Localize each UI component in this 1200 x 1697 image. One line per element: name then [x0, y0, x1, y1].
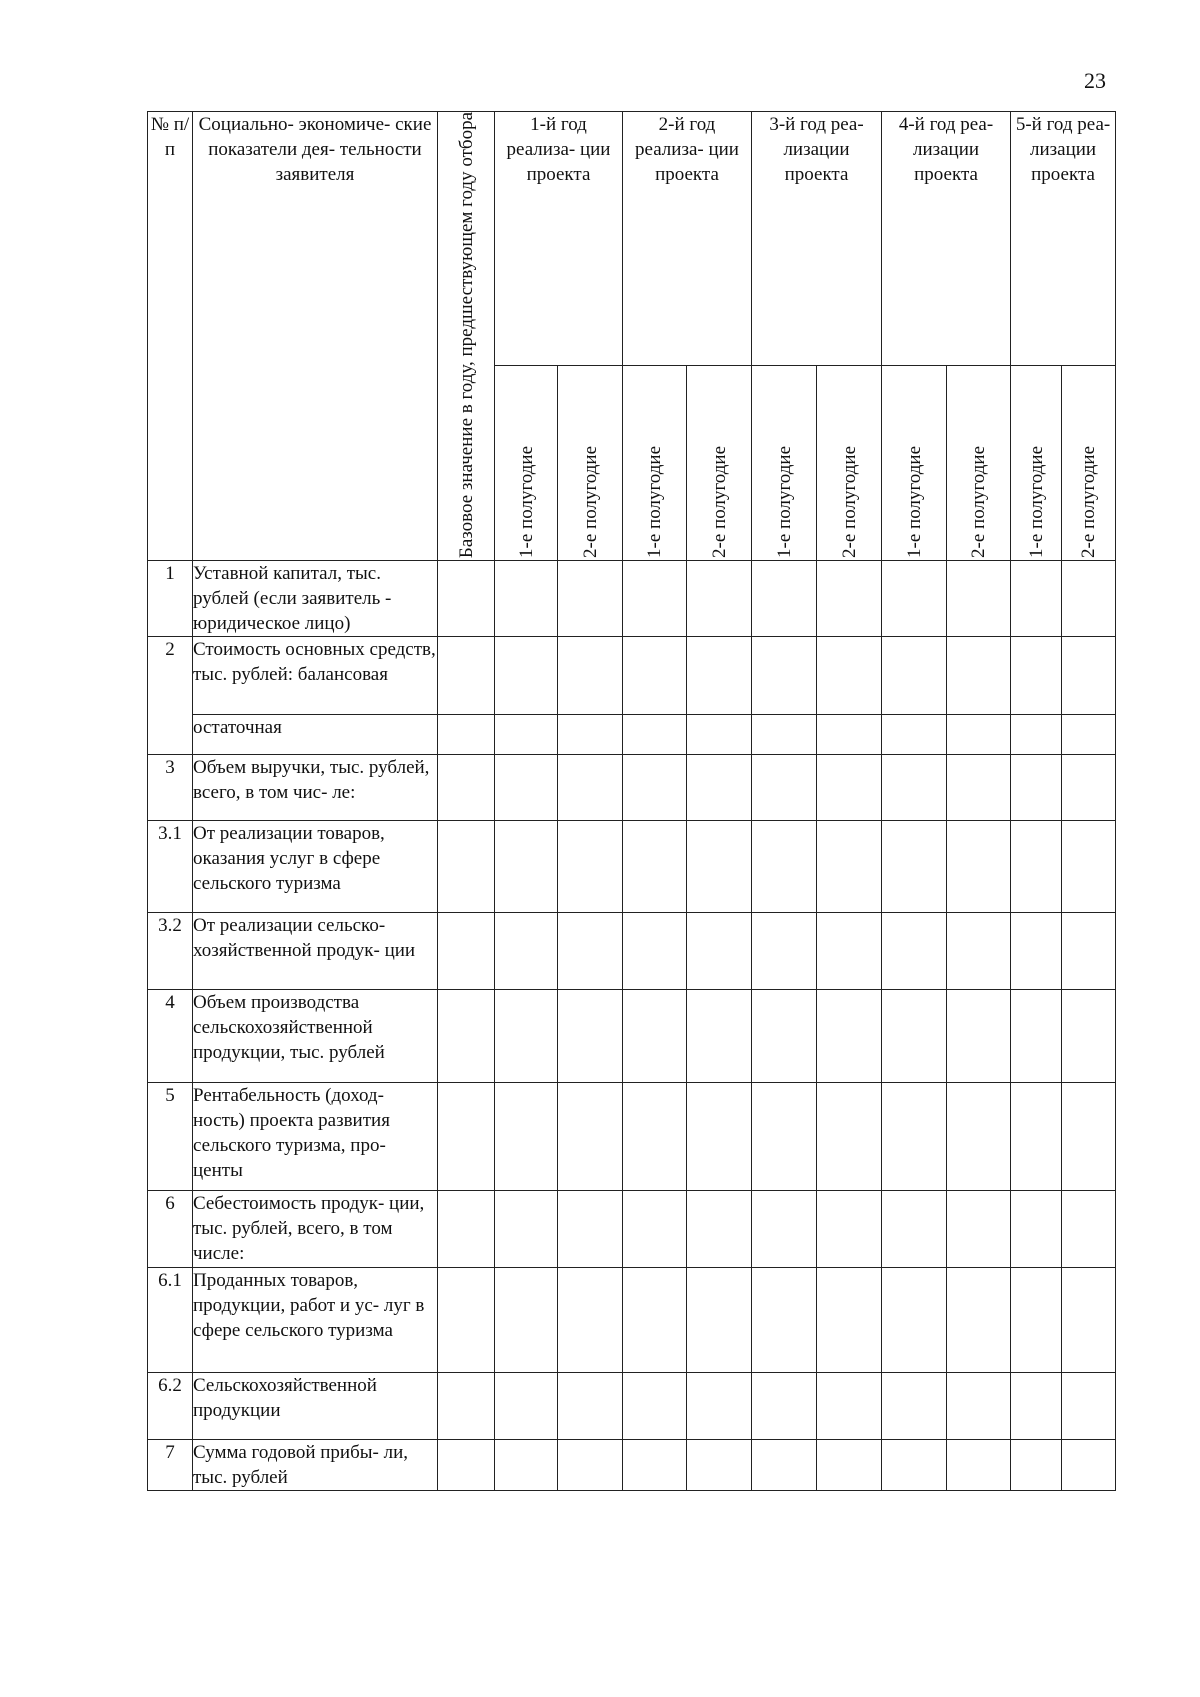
value-cell[interactable] — [817, 990, 882, 1083]
table-row — [148, 1083, 1116, 1191]
value-cell[interactable] — [1062, 637, 1116, 715]
value-cell[interactable] — [495, 755, 558, 821]
table-row — [148, 990, 1116, 1083]
value-cell[interactable] — [1011, 755, 1062, 821]
value-cell[interactable] — [558, 1268, 623, 1373]
value-cell[interactable] — [687, 990, 752, 1083]
indicator-label: От реализации товаров, оказания услуг в сфере сельского туризма — [193, 821, 438, 913]
table-row — [148, 821, 1116, 913]
value-cell[interactable] — [687, 1440, 752, 1491]
value-cell[interactable] — [817, 913, 882, 990]
indicator-label: Уставной капитал, тыс. рублей (если заявитель - юридическое лицо) — [193, 561, 438, 637]
value-cell[interactable] — [752, 561, 817, 637]
base-value-cell[interactable] — [438, 561, 495, 637]
value-cell[interactable] — [495, 913, 558, 990]
value-cell[interactable] — [1062, 561, 1116, 637]
value-cell[interactable] — [1062, 913, 1116, 990]
value-cell[interactable] — [752, 913, 817, 990]
value-cell[interactable] — [558, 561, 623, 637]
value-cell[interactable] — [882, 637, 947, 715]
value-cell[interactable] — [882, 1083, 947, 1191]
half-year-label: 1-е полугодие — [515, 446, 537, 559]
base-value-cell[interactable] — [438, 1268, 495, 1373]
row-number: 3.1 — [148, 821, 193, 913]
base-value-cell[interactable] — [438, 755, 495, 821]
value-cell[interactable] — [623, 561, 687, 637]
header-base-value-text: Базовое значение в году, предшествующем году отбора — [455, 112, 477, 559]
table-row — [148, 1268, 1116, 1373]
value-cell[interactable] — [752, 1440, 817, 1491]
value-cell[interactable] — [947, 755, 1011, 821]
value-cell[interactable] — [1011, 561, 1062, 637]
base-value-cell[interactable] — [438, 990, 495, 1083]
indicator-label: От реализации сельско- хозяйственной продук- ции — [193, 913, 438, 990]
value-cell[interactable] — [623, 1191, 687, 1268]
row-number: 2 — [148, 637, 193, 755]
half-year-label: 1-е полугодие — [644, 446, 665, 559]
indicator-label: Сумма годовой прибы- ли, тыс. рублей — [193, 1440, 438, 1491]
indicator-label: Стоимость основных средств, тыс. рублей: балансовая — [193, 637, 438, 715]
value-cell[interactable] — [752, 1083, 817, 1191]
value-cell[interactable] — [817, 1373, 882, 1440]
header-year-2: 2-й год реализа- ции проекта — [623, 112, 752, 366]
value-cell[interactable] — [1062, 755, 1116, 821]
base-value-cell[interactable] — [438, 821, 495, 913]
value-cell[interactable] — [947, 715, 1011, 755]
header-year-1-half-2 — [558, 365, 623, 560]
row-number: 5 — [148, 1083, 193, 1191]
header-year-5: 5-й год реа- лизации проекта — [1011, 112, 1116, 366]
header-year-3-half-1 — [752, 365, 817, 560]
value-cell[interactable] — [947, 1083, 1011, 1191]
value-cell[interactable] — [558, 990, 623, 1083]
value-cell[interactable] — [752, 715, 817, 755]
value-cell[interactable] — [687, 715, 752, 755]
value-cell[interactable] — [495, 821, 558, 913]
value-cell[interactable] — [623, 715, 687, 755]
value-cell[interactable] — [687, 561, 752, 637]
value-cell[interactable] — [558, 715, 623, 755]
value-cell[interactable] — [495, 1268, 558, 1373]
value-cell[interactable] — [1062, 1191, 1116, 1268]
header-year-1: 1-й год реализа- ции проекта — [495, 112, 623, 366]
header-year-3: 3-й год реа- лизации проекта — [752, 112, 882, 366]
value-cell[interactable] — [623, 1440, 687, 1491]
value-cell[interactable] — [1011, 1440, 1062, 1491]
row-number: 3.2 — [148, 913, 193, 990]
indicator-label: Сельскохозяйственной продукции — [193, 1373, 438, 1440]
value-cell[interactable] — [1011, 1191, 1062, 1268]
row-number: 3 — [148, 755, 193, 821]
value-cell[interactable] — [623, 821, 687, 913]
value-cell[interactable] — [947, 561, 1011, 637]
base-value-cell[interactable] — [438, 715, 495, 755]
value-cell[interactable] — [947, 1373, 1011, 1440]
table-row — [148, 755, 1116, 821]
header-year-4-half-2 — [947, 365, 1011, 560]
value-cell[interactable] — [623, 1268, 687, 1373]
half-year-label: 1-е полугодие — [903, 446, 925, 559]
value-cell[interactable] — [947, 1191, 1011, 1268]
value-cell[interactable] — [752, 1191, 817, 1268]
value-cell[interactable] — [1062, 1083, 1116, 1191]
value-cell[interactable] — [558, 1440, 623, 1491]
half-year-label: 2-е полугодие — [708, 446, 730, 559]
value-cell[interactable] — [947, 1268, 1011, 1373]
value-cell[interactable] — [882, 913, 947, 990]
value-cell[interactable] — [1011, 913, 1062, 990]
value-cell[interactable] — [558, 755, 623, 821]
value-cell[interactable] — [1062, 1268, 1116, 1373]
value-cell[interactable] — [623, 755, 687, 821]
value-cell[interactable] — [817, 821, 882, 913]
value-cell[interactable] — [752, 990, 817, 1083]
row-number: 6.1 — [148, 1268, 193, 1373]
value-cell[interactable] — [882, 755, 947, 821]
indicator-label: Объем производства сельскохозяйственной продукции, тыс. рублей — [193, 990, 438, 1083]
table-row — [148, 1373, 1116, 1440]
value-cell[interactable] — [558, 1373, 623, 1440]
value-cell[interactable] — [623, 1373, 687, 1440]
value-cell[interactable] — [687, 1191, 752, 1268]
table-row — [148, 1191, 1116, 1268]
header-year-2-half-1 — [623, 365, 687, 560]
row-number: 7 — [148, 1440, 193, 1491]
header-indicator: Социально- экономиче- ские показатели дея- тельности заявителя — [193, 112, 438, 561]
value-cell[interactable] — [687, 913, 752, 990]
value-cell[interactable] — [495, 637, 558, 715]
value-cell[interactable] — [817, 1440, 882, 1491]
value-cell[interactable] — [817, 637, 882, 715]
table-row — [148, 913, 1116, 990]
value-cell[interactable] — [495, 1083, 558, 1191]
header-year-1-half-1 — [495, 365, 558, 560]
value-cell[interactable] — [882, 990, 947, 1083]
value-cell[interactable] — [947, 1440, 1011, 1491]
value-cell[interactable] — [687, 1373, 752, 1440]
value-cell[interactable] — [947, 821, 1011, 913]
value-cell[interactable] — [882, 561, 947, 637]
value-cell[interactable] — [947, 990, 1011, 1083]
value-cell[interactable] — [882, 715, 947, 755]
half-year-label: 2-е полугодие — [838, 446, 860, 559]
row-number: 1 — [148, 561, 193, 637]
value-cell[interactable] — [1011, 1373, 1062, 1440]
value-cell[interactable] — [558, 1191, 623, 1268]
indicator-label: остаточная — [193, 715, 438, 755]
value-cell[interactable] — [687, 1268, 752, 1373]
value-cell[interactable] — [947, 637, 1011, 715]
value-cell[interactable] — [687, 755, 752, 821]
value-cell[interactable] — [817, 715, 882, 755]
value-cell[interactable] — [623, 913, 687, 990]
table-row — [148, 561, 1116, 637]
table-row — [148, 715, 1116, 755]
value-cell[interactable] — [687, 821, 752, 913]
row-number: 4 — [148, 990, 193, 1083]
header-year-2-half-2 — [687, 365, 752, 560]
row-number: 6 — [148, 1191, 193, 1268]
value-cell[interactable] — [623, 1083, 687, 1191]
indicator-label: Объем выручки, тыс. рублей, всего, в том чис- ле: — [193, 755, 438, 821]
value-cell[interactable] — [752, 1268, 817, 1373]
value-cell[interactable] — [1062, 990, 1116, 1083]
page-number: 23 — [1084, 68, 1106, 93]
value-cell[interactable] — [495, 561, 558, 637]
value-cell[interactable] — [1011, 990, 1062, 1083]
half-year-label: 1-е полугодие — [1025, 446, 1047, 559]
header-year-5-half-2 — [1062, 365, 1116, 560]
value-cell[interactable] — [1011, 821, 1062, 913]
half-year-label: 2-е полугодие — [1078, 446, 1100, 559]
header-base-value — [438, 112, 495, 561]
table-row — [148, 1440, 1116, 1491]
indicator-label: Себестоимость продук- ции, тыс. рублей, всего, в том числе: — [193, 1191, 438, 1268]
value-cell[interactable] — [882, 1373, 947, 1440]
value-cell[interactable] — [495, 1373, 558, 1440]
value-cell[interactable] — [882, 821, 947, 913]
value-cell[interactable] — [1062, 715, 1116, 755]
socioeconomic-indicators-table — [147, 111, 1116, 1491]
base-value-cell[interactable] — [438, 913, 495, 990]
value-cell[interactable] — [1062, 821, 1116, 913]
value-cell[interactable] — [817, 561, 882, 637]
value-cell[interactable] — [817, 755, 882, 821]
value-cell[interactable] — [752, 755, 817, 821]
value-cell[interactable] — [752, 821, 817, 913]
value-cell[interactable] — [817, 1191, 882, 1268]
header-year-4: 4-й год реа- лизации проекта — [882, 112, 1011, 366]
value-cell[interactable] — [558, 637, 623, 715]
value-cell[interactable] — [687, 637, 752, 715]
base-value-cell[interactable] — [438, 637, 495, 715]
header-year-5-half-1 — [1011, 365, 1062, 560]
half-year-label: 2-е полугодие — [968, 446, 990, 559]
value-cell[interactable] — [817, 1083, 882, 1191]
value-cell[interactable] — [1011, 715, 1062, 755]
half-year-label: 1-е полугодие — [773, 446, 795, 559]
value-cell[interactable] — [623, 637, 687, 715]
base-value-cell[interactable] — [438, 1440, 495, 1491]
value-cell[interactable] — [752, 1373, 817, 1440]
value-cell[interactable] — [623, 990, 687, 1083]
value-cell[interactable] — [947, 913, 1011, 990]
value-cell[interactable] — [495, 990, 558, 1083]
base-value-cell[interactable] — [438, 1083, 495, 1191]
header-year-4-half-1 — [882, 365, 947, 560]
value-cell[interactable] — [495, 715, 558, 755]
value-cell[interactable] — [687, 1083, 752, 1191]
indicator-label: Рентабельность (доход- ность) проекта развития сельского туризма, про- центы — [193, 1083, 438, 1191]
value-cell[interactable] — [752, 637, 817, 715]
value-cell[interactable] — [558, 1083, 623, 1191]
row-number: 6.2 — [148, 1373, 193, 1440]
base-value-cell[interactable] — [438, 1191, 495, 1268]
value-cell[interactable] — [1011, 1083, 1062, 1191]
half-year-label: 2-е полугодие — [579, 446, 601, 559]
value-cell[interactable] — [817, 1268, 882, 1373]
indicator-label: Проданных товаров, продукции, работ и ус- луг в сфере сельского туризма — [193, 1268, 438, 1373]
header-year-3-half-2 — [817, 365, 882, 560]
value-cell[interactable] — [882, 1440, 947, 1491]
value-cell[interactable] — [882, 1191, 947, 1268]
header-num: № п/п — [148, 112, 193, 561]
value-cell[interactable] — [495, 1440, 558, 1491]
value-cell[interactable] — [1011, 1268, 1062, 1373]
value-cell[interactable] — [558, 821, 623, 913]
value-cell[interactable] — [558, 913, 623, 990]
value-cell[interactable] — [1011, 637, 1062, 715]
value-cell[interactable] — [1062, 1373, 1116, 1440]
table-row — [148, 637, 1116, 715]
base-value-cell[interactable] — [438, 1373, 495, 1440]
value-cell[interactable] — [1062, 1440, 1116, 1491]
value-cell[interactable] — [882, 1268, 947, 1373]
value-cell[interactable] — [495, 1191, 558, 1268]
